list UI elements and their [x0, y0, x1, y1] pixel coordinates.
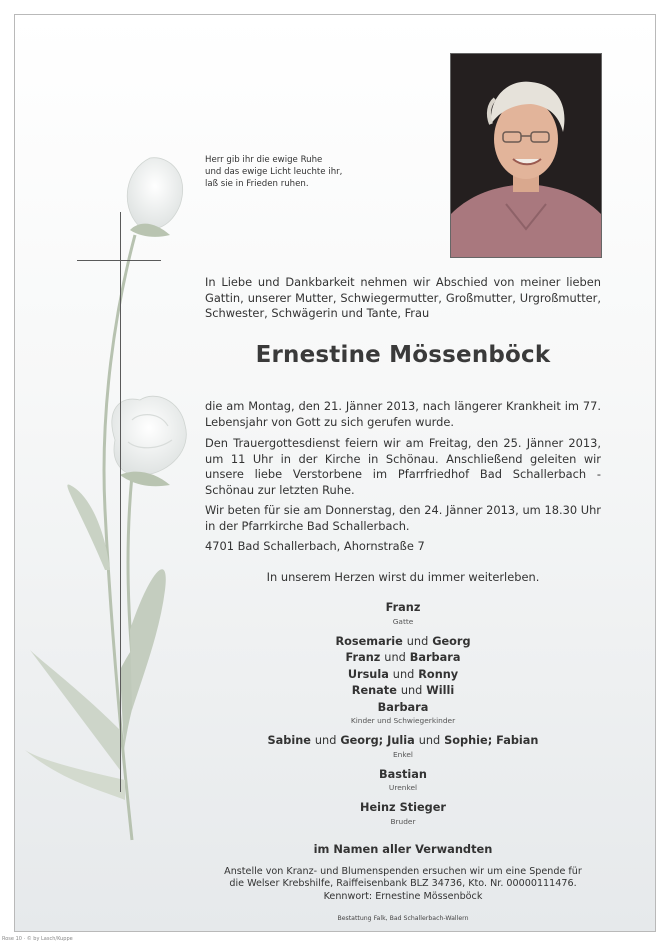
donation-request: [205, 866, 601, 903]
brother-name: Heinz Stieger: [360, 801, 446, 814]
closing-line: In unserem Herzen wirst du immer weiterleben.: [266, 570, 540, 584]
grandchildren-names: Sabine und Georg; Julia und Sophie; Fabian: [267, 734, 539, 747]
family-address: 4701 Bad Schallerbach, Ahornstraße 7: [205, 539, 425, 553]
great-grandchild-relation: Urenkel: [388, 783, 418, 792]
spouse-relation: Gatte: [392, 616, 414, 626]
prayer-verse: [205, 154, 385, 190]
rose-bud-top: [127, 158, 182, 237]
donation-line: Anstelle von Kranz- und Blumenspenden ersuchen wir um eine Spende für: [224, 866, 582, 877]
grandchildren-relation: Enkel: [393, 749, 413, 759]
deceased-name: Ernestine Mössenböck: [255, 342, 551, 368]
donation-line: Kennwort: Ernestine Mössenböck: [323, 890, 483, 902]
child-pair: Ursula und Ronny: [347, 667, 459, 681]
donation-line: die Welser Krebshilfe, Raiffeisenbank BLZ 34736, Kto. Nr. 00000111476.: [229, 878, 577, 890]
template-credit: Rose 10 · © by Lasch/Kuppe: [2, 936, 73, 942]
child-pair: Franz und Barbara: [345, 651, 461, 664]
on-behalf-line: im Namen aller Verwandten: [313, 842, 493, 856]
portrait-image: [451, 54, 601, 257]
undertaker-credit: Bestattung Falk, Bad Schallerbach-Wallern: [337, 915, 469, 922]
cross-horizontal-bar: [77, 260, 161, 261]
child-single: Barbara: [377, 700, 429, 714]
brother-relation: Bruder: [390, 816, 416, 826]
white-rose-illustration: [20, 150, 200, 870]
funeral-service-paragraph: Den Trauergottesdienst feiern wir am Freitag, den 25. Jänner 2013, um 11 Uhr in der Kirche in Schönau. Anschließend geleiten wir unsere liebe Verstorbene im Pfarrfriedhof Bad Schallerbach - Schönau zur letzten Ruhe.: [205, 436, 601, 497]
prayer-line: laß sie in Frieden ruhen.: [205, 179, 309, 189]
prayer-line: und das ewige Licht leuchte ihr,: [205, 167, 343, 177]
portrait-photo: [450, 53, 602, 258]
children-relation: Kinder und Schwiegerkinder: [350, 716, 456, 725]
rose-bloom-middle: [112, 396, 187, 486]
child-pair: Renate und Willi: [351, 684, 455, 697]
mourners-list: [205, 600, 601, 827]
great-grandchild-name: Bastian: [379, 767, 427, 781]
child-pair: Rosemarie und Georg: [335, 634, 471, 648]
cross-vertical-bar: [120, 212, 121, 792]
spouse-name: Franz: [385, 601, 421, 614]
prayer-line: Herr gib ihr die ewige Ruhe: [205, 155, 323, 165]
prayer-service-paragraph: Wir beten für sie am Donnerstag, den 24. Jänner 2013, um 18.30 Uhr in der Pfarrkirche Bad Schallerbach.: [205, 503, 601, 533]
death-notice-paragraph: die am Montag, den 21. Jänner 2013, nach längerer Krankheit im 77. Lebensjahr von Gott zu sich gerufen wurde.: [205, 399, 601, 429]
intro-text: In Liebe und Dankbarkeit nehmen wir Abschied von meiner lieben Gattin, unserer Mutter, Schwiegermutter, Großmutter, Urgroßmutter, Schwester, Schwägerin und Tante, Frau: [205, 275, 601, 320]
